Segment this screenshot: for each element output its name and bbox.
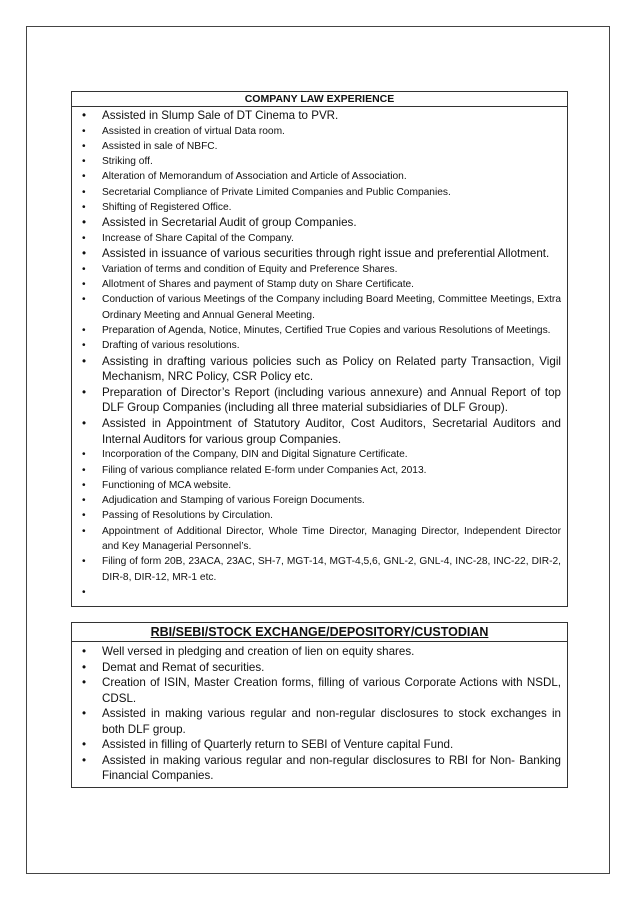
list-item: • Assisted in creation of virtual Data room. xyxy=(72,124,567,139)
list-item: • Increase of Share Capital of the Company. xyxy=(72,231,567,246)
rbi-sebi-list xyxy=(72,642,567,784)
list-item: • Alteration of Memorandum of Association and Article of Association. xyxy=(72,169,567,184)
list-item: • Variation of terms and condition of Equity and Preference Shares. xyxy=(72,262,567,277)
list-item: • Allotment of Shares and payment of Stamp duty on Share Certificate. xyxy=(72,277,567,292)
rbi-sebi-title: RBI/SEBI/STOCK EXCHANGE/DEPOSITORY/CUSTODIAN xyxy=(72,623,567,642)
company-law-title: COMPANY LAW EXPERIENCE xyxy=(72,92,567,107)
list-item: • Filing of various compliance related E-form under Companies Act, 2013. xyxy=(72,463,567,478)
list-item: • Drafting of various resolutions. xyxy=(72,338,567,353)
list-item: • Striking off. xyxy=(72,154,567,169)
list-item: • Assisting in drafting various policies such as Policy on Related party Transaction, Vigil Mechanism, NRC Policy, CSR Policy etc. xyxy=(72,354,567,385)
list-item: • Conduction of various Meetings of the Company including Board Meeting, Committee Meetings, Extra Ordinary Meeting and Annual General Meeting. xyxy=(72,292,567,323)
list-item: • Appointment of Additional Director, Whole Time Director, Managing Director, Independent Director and Key Managerial Personnel’s. xyxy=(72,524,567,555)
list-item: • Adjudication and Stamping of various Foreign Documents. xyxy=(72,493,567,508)
list-item: • Assisted in Slump Sale of DT Cinema to PVR. xyxy=(72,108,567,124)
list-item: • Secretarial Compliance of Private Limited Companies and Public Companies. xyxy=(72,185,567,200)
list-item: • Assisted in making various regular and non-regular disclosures to stock exchanges in both DLF group. xyxy=(72,706,567,737)
list-item: • Assisted in Appointment of Statutory Auditor, Cost Auditors, Secretarial Auditors and Internal Auditors for various group Companies. xyxy=(72,416,567,447)
list-item: • Assisted in issuance of various securities through right issue and preferential Allotment. xyxy=(72,246,567,262)
list-item: • Demat and Remat of securities. xyxy=(72,660,567,676)
list-item: • Well versed in pledging and creation of lien on equity shares. xyxy=(72,644,567,660)
list-item: • Assisted in filling of Quarterly return to SEBI of Venture capital Fund. xyxy=(72,737,567,753)
list-item: • Preparation of Director’s Report (including various annexure) and Annual Report of top DLF Group Companies (including all three material subsidiaries of DLF Group). xyxy=(72,385,567,416)
list-item: • Assisted in sale of NBFC. xyxy=(72,139,567,154)
list-item: • Preparation of Agenda, Notice, Minutes, Certified True Copies and various Resolutions of Meetings. xyxy=(72,323,567,338)
list-item: • Incorporation of the Company, DIN and Digital Signature Certificate. xyxy=(72,447,567,462)
list-item: • Shifting of Registered Office. xyxy=(72,200,567,215)
list-item: • Functioning of MCA website. xyxy=(72,478,567,493)
list-item: • Assisted in Secretarial Audit of group Companies. xyxy=(72,215,567,231)
list-item: • Filing of form 20B, 23ACA, 23AC, SH-7, MGT-14, MGT-4,5,6, GNL-2, GNL-4, INC-28, INC-22, DIR-2, DIR-8, DIR-12, MR-1 etc. xyxy=(72,554,567,585)
list-item: • Creation of ISIN, Master Creation forms, filling of various Corporate Actions with NSDL, CDSL. xyxy=(72,675,567,706)
rbi-sebi-section xyxy=(71,622,568,788)
list-item: • Passing of Resolutions by Circulation. xyxy=(72,508,567,523)
empty-list-item xyxy=(72,585,567,600)
company-law-section xyxy=(71,91,568,607)
company-law-list xyxy=(72,107,567,600)
list-item: • Assisted in making various regular and non-regular disclosures to RBI for Non- Banking Financial Companies. xyxy=(72,753,567,784)
